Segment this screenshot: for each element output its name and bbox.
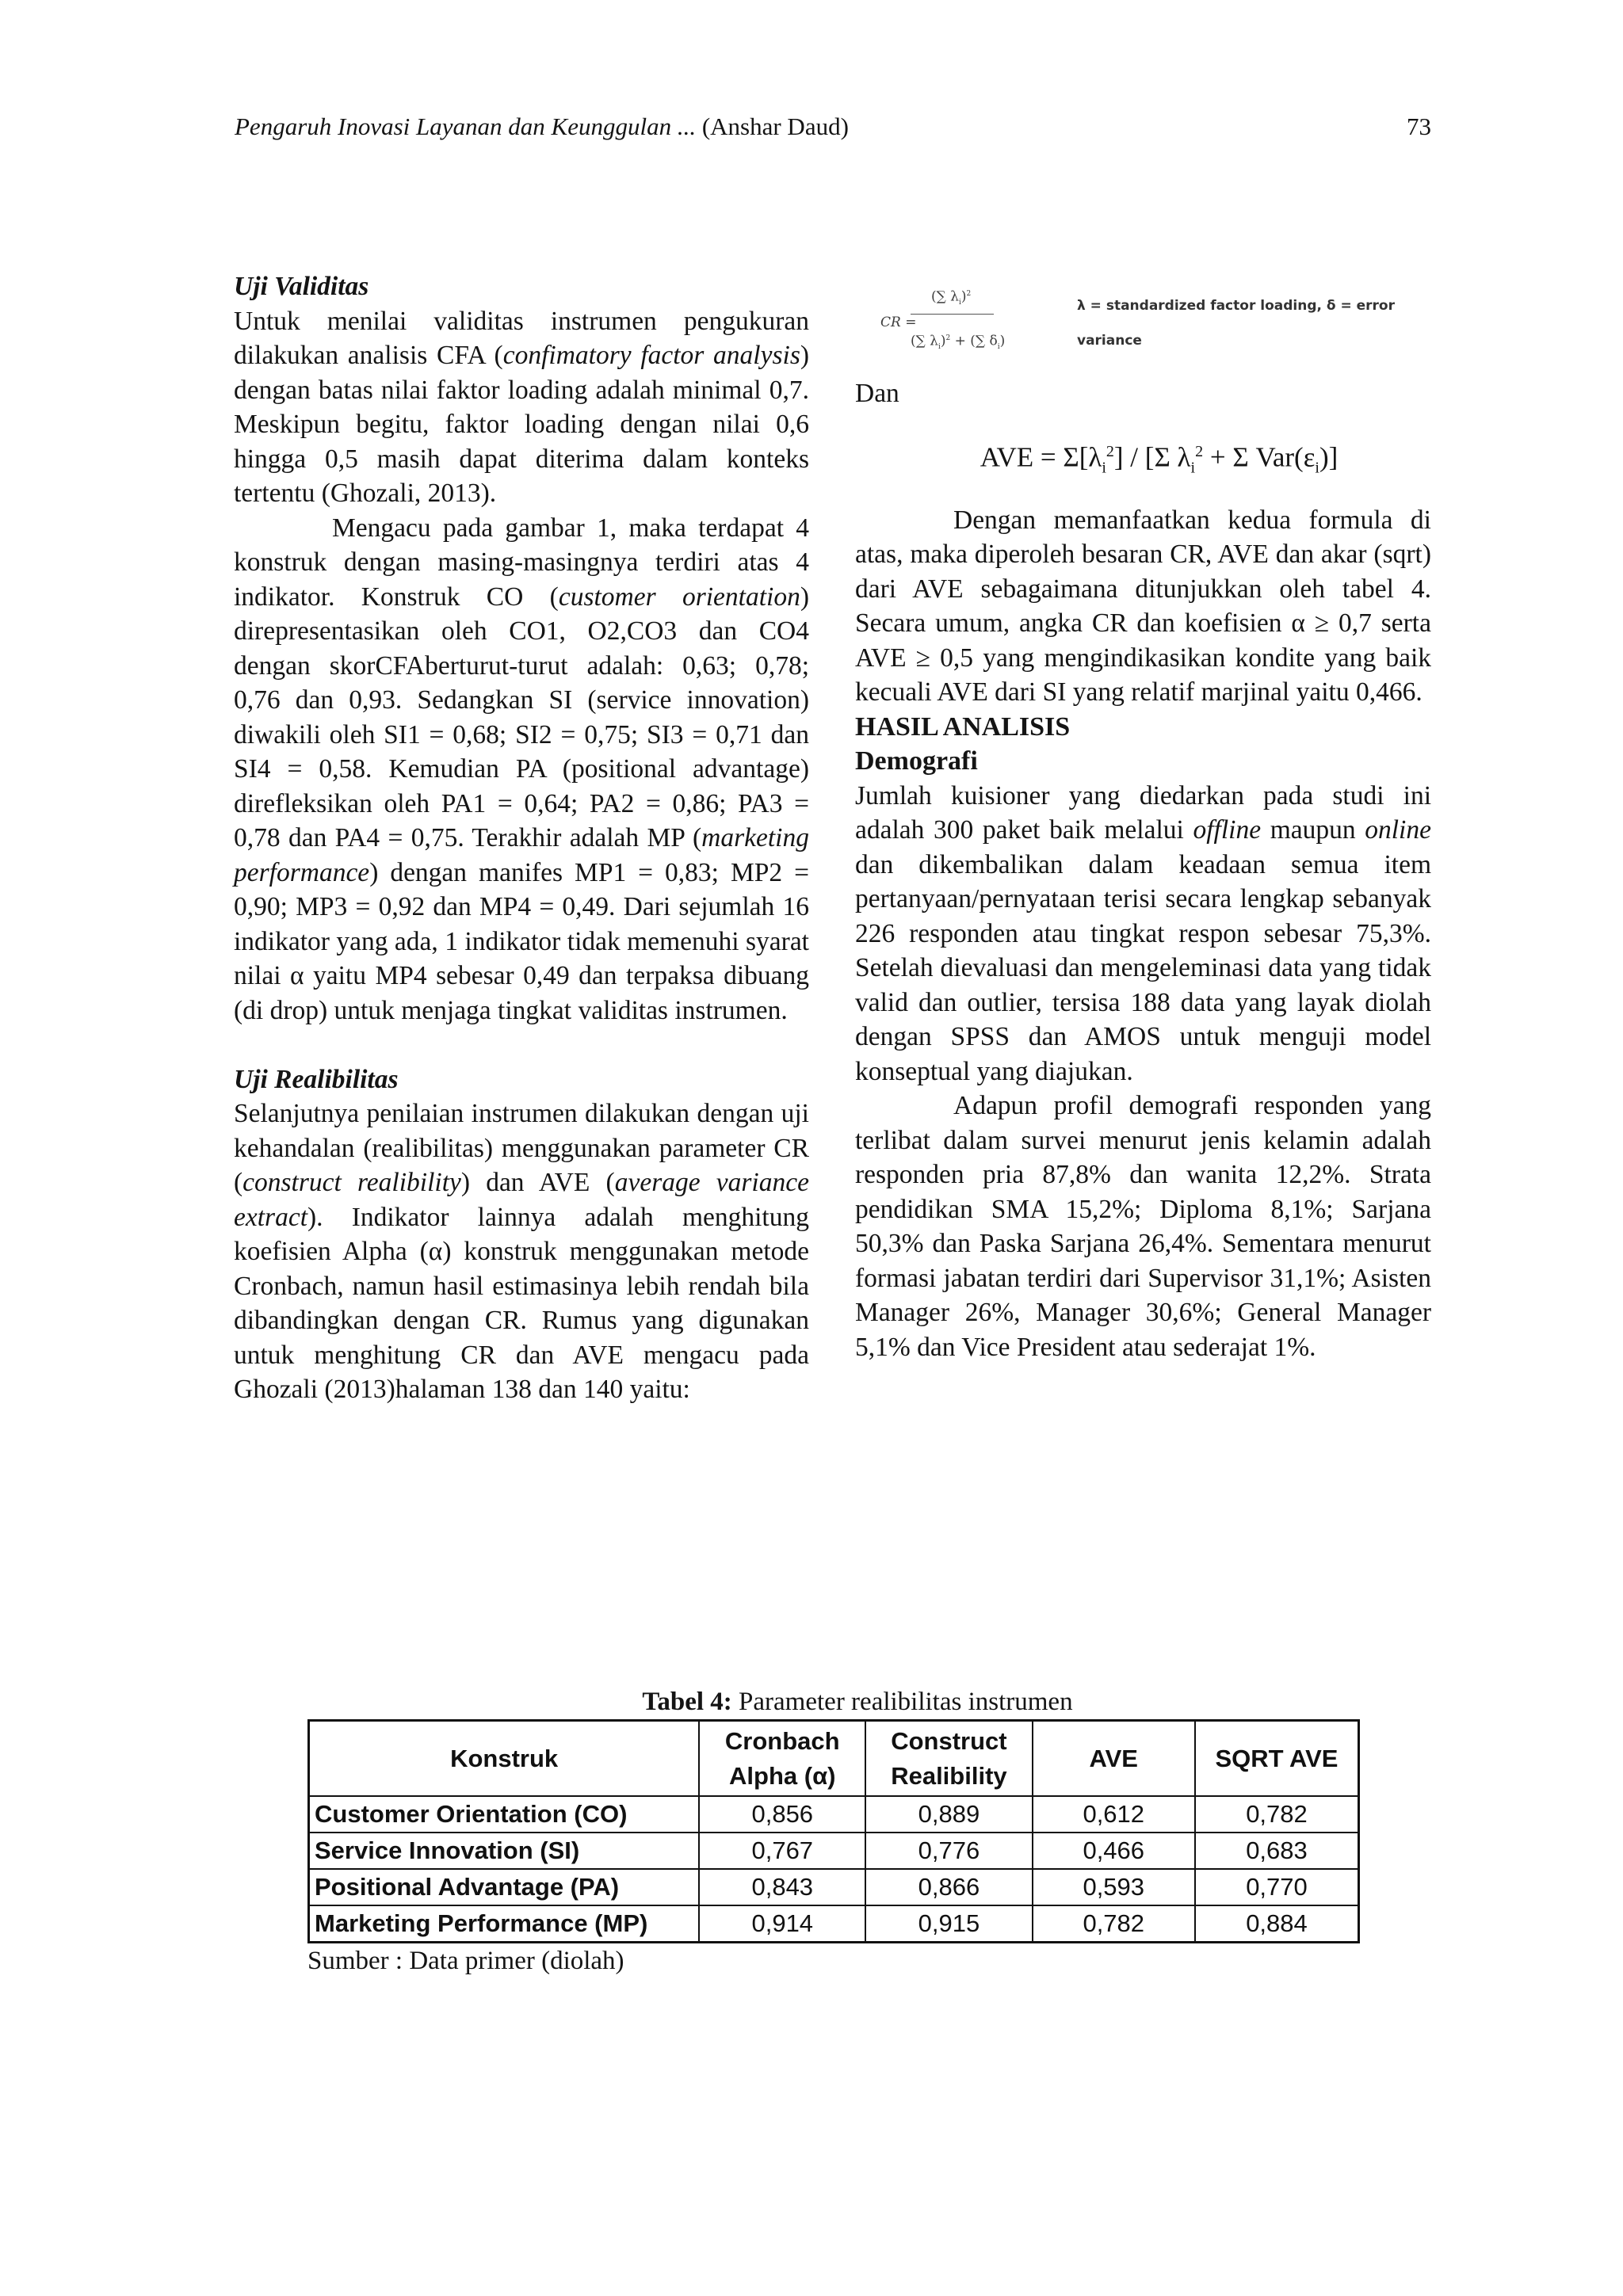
- cell-alpha: 0,914: [699, 1905, 865, 1943]
- cell-konstruk: Marketing Performance (MP): [309, 1905, 700, 1943]
- reliability-table: [307, 1719, 1360, 1943]
- cr-formula-fraction-line: [911, 314, 994, 315]
- validitas-paragraph-1: Untuk menilai validitas instrumen pengukuran dilakukan analisis CFA (confimatory factor analysis) dengan batas nilai faktor loading adalah minimal 0,7. Meskipun begitu, faktor loading dengan nilai 0,6 hingga 0,5 masih dapat diterima dalam konteks tertentu (Ghozali, 2013).: [234, 306, 810, 508]
- cell-konstruk: Customer Orientation (CO): [309, 1796, 700, 1833]
- validitas-paragraph-2: Mengacu pada gambar 1, maka terdapat 4 konstruk dengan masing-masingnya terdiri atas 4 indikator. Konstruk CO (customer orientation) direpresentasikan oleh CO1, O2,CO3 dan CO4 dengan skorCFAberturut-turut adalah: 0,63; 0,78; 0,76 dan 0,93. Sedangkan SI (service innovation) diwakili oleh SI1 = 0,68; SI2 = 0,75; SI3 = 0,71 dan SI4 = 0,58. Kemudian PA (positional advantage) direfleksikan oleh PA1 = 0,64; PA2 = 0,86; PA3 = 0,78 dan PA4 = 0,75. Terakhir adalah MP (marketing performance) dengan manifes MP1 = 0,83; MP2 = 0,90; MP3 = 0,92 dan MP4 = 0,49. Dari sejumlah 16 indikator yang ada, 1 indikator tidak memenuhi syarat nilai α yaitu MP4 sebesar 0,49 dan terpaksa dibuang (di drop) untuk menjaga tingkat validitas instrumen.: [234, 513, 810, 1025]
- right-column: [855, 269, 1431, 1364]
- cell-cr: 0,776: [865, 1833, 1032, 1869]
- header-ave: AVE: [1033, 1721, 1195, 1797]
- realibilitas-paragraph: Selanjutnya penilaian instrumen dilakukan dengan uji kehandalan (realibilitas) menggunakan parameter CR (construct realibility) dan AVE (average variance extract). Indikator lainnya adalah menghitung koefisien Alpha (α) konstruk menggunakan metode Cronbach, namun hasil estimasinya lebih rendah bila dibandingkan dengan CR. Rumus yang digunakan untuk menghitung CR dan AVE mengacu pada Ghozali (2013)halaman 138 dan 140 yaitu:: [234, 1099, 809, 1404]
- table-header-row: [309, 1721, 1359, 1797]
- ave-formula: AVE = $\Sigma[\lambda_i^2] / [\Sigma$ $\lambda_i^2 + \Sigma$ $Var(\varepsilon_i)$]: [980, 441, 1338, 477]
- cr-formula-numerator: (∑ $\lambda_i)^2$: [931, 288, 972, 307]
- cr-formula-image: [855, 269, 1431, 376]
- table-4: [307, 1684, 1360, 1978]
- cell-konstruk: Positional Advantage (PA): [309, 1869, 700, 1905]
- header-cronbach-alpha: Cronbach Alpha (α): [699, 1721, 865, 1797]
- header-konstruk: Konstruk: [309, 1721, 700, 1797]
- cell-ave: 0,612: [1033, 1796, 1195, 1833]
- page-number: 73: [1407, 113, 1431, 140]
- demografi-paragraph-2: Adapun profil demografi responden yang terlibat dalam survei menurut jenis kelamin adalah responden pria 87,8% dan wanita 12,2%. Strata pendidikan SMA 15,2%; Diploma 8,1%; Sarjana 50,3% dan Paska Sarjana 26,4%. Sementara menurut formasi jabatan terdiri dari Supervisor 31,1%; Asisten Manager 26%, Manager 30,6%; General Manager 5,1% dan Vice President atau sederajat 1%.: [855, 1091, 1431, 1362]
- subsection-title-demografi: Demografi: [855, 746, 978, 776]
- cell-ave: 0,593: [1033, 1869, 1195, 1905]
- cell-sqrt-ave: 0,683: [1195, 1833, 1359, 1869]
- running-header: [235, 113, 1431, 149]
- section-title-uji-realibilitas: Uji Realibilitas: [234, 1064, 399, 1094]
- cell-cr: 0,866: [865, 1869, 1032, 1905]
- cell-alpha: 0,856: [699, 1796, 865, 1833]
- cell-cr: 0,889: [865, 1796, 1032, 1833]
- formula-legend: λ = standardized factor loading, δ = error variance: [1077, 298, 1395, 349]
- cell-sqrt-ave: 0,884: [1195, 1905, 1359, 1943]
- table-row: [309, 1905, 1359, 1943]
- table-row: [309, 1796, 1359, 1833]
- cell-sqrt-ave: 0,782: [1195, 1796, 1359, 1833]
- running-title: Pengaruh Inovasi Layanan dan Keunggulan ... (Anshar Daud): [235, 113, 849, 140]
- header-sqrt-ave: SQRT AVE: [1195, 1721, 1359, 1797]
- cr-formula-label: CR =: [880, 315, 917, 330]
- dan-label: Dan: [855, 379, 899, 408]
- cell-sqrt-ave: 0,770: [1195, 1869, 1359, 1905]
- cell-konstruk: Service Innovation (SI): [309, 1833, 700, 1869]
- section-title-uji-validitas: Uji Validitas: [234, 272, 369, 301]
- table-row: [309, 1869, 1359, 1905]
- cr-formula-denominator: (∑ $\lambda_i)^2$ + (∑ $\delta_i$): [911, 333, 1006, 352]
- cell-ave: 0,782: [1033, 1905, 1195, 1943]
- cell-alpha: 0,767: [699, 1833, 865, 1869]
- table-source: Sumber : Data primer (diolah): [307, 1947, 624, 1975]
- formula-paragraph: Dengan memanfaatkan kedua formula di atas, maka diperoleh besaran CR, AVE dan akar (sqrt) dari AVE sebagaimana ditunjukkan oleh tabel 4. Secara umum, angka CR dan koefisien α ≥ 0,7 serta AVE ≥ 0,5 yang mengindikasikan kondite yang baik kecuali AVE dari SI yang relatif marjinal yaitu 0,466.: [855, 505, 1431, 707]
- cell-alpha: 0,843: [699, 1869, 865, 1905]
- demografi-paragraph-1: Jumlah kuisioner yang diedarkan pada studi ini adalah 300 paket baik melalui offline maupun online dan dikembalikan dalam keadaan semua item pertanyaan/pernyataan terisi secara lengkap sebanyak 226 responden atau tingkat respon sebesar 75,3%. Setelah dievaluasi dan mengeleminasi data yang tidak valid dan outlier, tersisa 188 data yang layak diolah dengan SPSS dan AMOS untuk menguji model konseptual yang diajukan.: [855, 780, 1431, 1086]
- header-construct-realibility: Construct Realibility: [865, 1721, 1032, 1797]
- running-author: (Anshar Daud): [701, 113, 849, 140]
- section-title-hasil-analisis: HASIL ANALISIS: [855, 711, 1071, 742]
- cell-cr: 0,915: [865, 1905, 1032, 1943]
- cell-ave: 0,466: [1033, 1833, 1195, 1869]
- left-column: [234, 269, 809, 1407]
- table-row: [309, 1833, 1359, 1869]
- table-caption: Tabel 4: Parameter realibilitas instrumen: [642, 1688, 1073, 1716]
